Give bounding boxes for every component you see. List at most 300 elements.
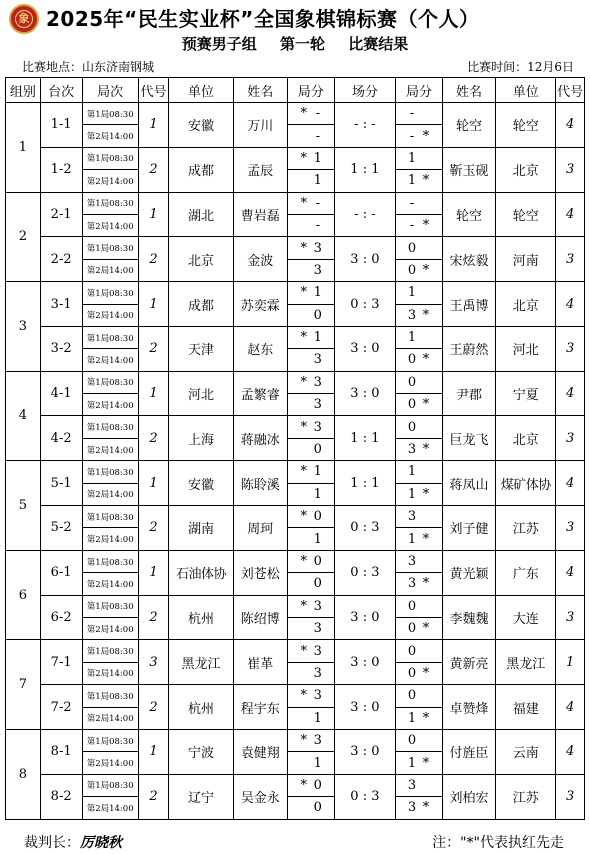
right-name: 靳玉砚 — [443, 147, 496, 192]
column-header: 姓名 — [443, 78, 496, 103]
right-name: 王禹博 — [443, 282, 496, 327]
game-score — [396, 595, 443, 617]
left-unit: 上海 — [169, 416, 233, 461]
left-unit: 石油体协 — [169, 550, 233, 595]
game-score — [396, 506, 443, 528]
game-score — [396, 214, 443, 236]
game-points: 3 — [407, 554, 417, 569]
game-points: 1 — [407, 285, 417, 301]
round-time: 第1局08:30 — [82, 506, 138, 528]
left-code: 1 — [138, 729, 169, 774]
left-name: 蒋融冰 — [233, 416, 287, 461]
group-number: 5 — [6, 461, 41, 551]
column-header: 局分 — [396, 78, 443, 103]
game-points: 0 — [313, 554, 322, 569]
red-first-mark: * — [422, 307, 430, 323]
table-row — [6, 416, 585, 438]
game-points: 0 — [407, 688, 417, 704]
right-name: 刘柏宏 — [443, 774, 496, 819]
board-id: 3-2 — [40, 326, 82, 371]
table-row — [6, 774, 585, 796]
game-score — [396, 774, 443, 796]
right-name: 卓赞烽 — [443, 685, 496, 730]
red-first-mark: * — [300, 330, 308, 346]
red-first-mark: * — [300, 554, 308, 569]
game-score — [287, 797, 334, 819]
red-first-mark: * — [422, 128, 430, 144]
board-id: 8-1 — [40, 729, 82, 774]
game-points: 3 — [313, 240, 322, 256]
red-first-mark: * — [422, 576, 430, 592]
match-score: - : - — [334, 103, 395, 148]
left-unit: 辽宁 — [169, 774, 233, 819]
left-code: 2 — [138, 506, 169, 551]
game-score — [287, 103, 334, 125]
game-points: 0 — [407, 240, 417, 256]
game-points: - — [315, 218, 320, 234]
table-header-row — [6, 78, 585, 103]
game-points: - — [409, 218, 415, 234]
game-score — [287, 752, 334, 774]
left-code: 1 — [138, 371, 169, 416]
right-code: 4 — [556, 282, 585, 327]
round-time: 第1局08:30 — [82, 461, 138, 483]
game-score — [287, 237, 334, 259]
right-name: 轮空 — [443, 192, 496, 237]
match-score: - : - — [334, 192, 395, 237]
game-score — [287, 416, 334, 438]
game-points: 1 — [313, 710, 322, 726]
right-name: 黄新亮 — [443, 640, 496, 685]
round-time: 第1局08:30 — [82, 774, 138, 796]
right-code: 1 — [556, 640, 585, 685]
table-row — [6, 371, 585, 393]
game-points: 1 — [407, 173, 417, 189]
game-score — [287, 394, 334, 416]
column-header: 单位 — [496, 78, 556, 103]
column-header: 局分 — [287, 78, 334, 103]
game-score — [287, 662, 334, 684]
right-unit: 大连 — [496, 595, 556, 640]
board-id: 1-1 — [40, 103, 82, 148]
game-points: 1 — [313, 285, 322, 301]
game-score — [396, 371, 443, 393]
round-time: 第1局08:30 — [82, 282, 138, 304]
game-points: 3 — [313, 419, 322, 435]
game-points: 3 — [313, 262, 322, 278]
subtitle-round: 第一轮 — [279, 35, 325, 53]
game-score — [396, 438, 443, 460]
game-points: 0 — [313, 442, 322, 458]
round-time: 第1局08:30 — [82, 326, 138, 348]
game-points: 0 — [313, 307, 322, 323]
game-score — [396, 729, 443, 751]
round-time: 第1局08:30 — [82, 192, 138, 214]
left-name: 陈聆溪 — [233, 461, 287, 506]
left-name: 孟繁睿 — [233, 371, 287, 416]
game-points: 3 — [407, 307, 417, 323]
game-score — [396, 103, 443, 125]
right-name: 轮空 — [443, 103, 496, 148]
subtitle-results: 比赛结果 — [348, 35, 409, 53]
table-row — [6, 103, 585, 125]
game-score — [287, 640, 334, 662]
left-name: 吴金永 — [233, 774, 287, 819]
column-header: 姓名 — [233, 78, 287, 103]
results-table — [5, 77, 585, 820]
game-score — [287, 282, 334, 304]
right-name: 黄光颖 — [443, 550, 496, 595]
round-time: 第2局14:00 — [82, 617, 138, 639]
left-name: 周珂 — [233, 506, 287, 551]
table-row — [6, 506, 585, 528]
chief-referee — [24, 832, 122, 852]
red-first-mark: * — [300, 509, 308, 525]
logo-glyph: 象 — [15, 10, 33, 28]
left-name: 程宇东 — [233, 685, 287, 730]
table-row — [6, 640, 585, 662]
page-header — [0, 0, 590, 78]
right-code: 4 — [556, 550, 585, 595]
page-subtitle — [0, 33, 590, 54]
right-unit: 轮空 — [496, 103, 556, 148]
left-name: 赵东 — [233, 326, 287, 371]
match-score: 0 : 3 — [334, 282, 395, 327]
game-score — [287, 528, 334, 550]
column-header: 代号 — [556, 78, 585, 103]
game-points: 3 — [313, 352, 322, 368]
round-time: 第1局08:30 — [82, 685, 138, 707]
left-code: 2 — [138, 595, 169, 640]
game-score — [287, 259, 334, 281]
right-code: 3 — [556, 506, 585, 551]
group-number: 8 — [6, 729, 41, 819]
round-time: 第2局14:00 — [82, 438, 138, 460]
left-unit: 湖北 — [169, 192, 233, 237]
game-score — [287, 371, 334, 393]
left-name: 万川 — [233, 103, 287, 148]
round-time: 第1局08:30 — [82, 729, 138, 751]
right-unit: 北京 — [496, 416, 556, 461]
match-date: 比赛时间：12月6日 — [467, 60, 574, 74]
board-id: 4-2 — [40, 416, 82, 461]
game-score — [396, 192, 443, 214]
game-points: 3 — [313, 397, 322, 413]
round-time: 第1局08:30 — [82, 237, 138, 259]
game-points: 1 — [407, 330, 417, 346]
right-unit: 北京 — [496, 147, 556, 192]
game-points: 0 — [407, 397, 417, 413]
right-unit: 河南 — [496, 237, 556, 282]
game-points: 0 — [407, 262, 417, 278]
left-unit: 杭州 — [169, 685, 233, 730]
right-code: 3 — [556, 416, 585, 461]
game-points: 0 — [313, 777, 322, 793]
game-points: 0 — [313, 800, 322, 816]
game-score — [396, 282, 443, 304]
left-name: 孟辰 — [233, 147, 287, 192]
game-points: 0 — [407, 374, 417, 390]
left-code: 1 — [138, 461, 169, 506]
round-time: 第1局08:30 — [82, 147, 138, 169]
red-first-mark: * — [300, 464, 308, 480]
game-points: 1 — [313, 486, 322, 502]
game-score — [287, 349, 334, 371]
venue-location: 比赛地点：山东济南钢城 — [22, 60, 155, 74]
left-name: 金波 — [233, 237, 287, 282]
game-score — [396, 394, 443, 416]
right-unit: 煤矿体协 — [496, 461, 556, 506]
game-score — [396, 617, 443, 639]
game-points: - — [315, 128, 320, 144]
game-score — [287, 461, 334, 483]
subtitle-division: 预赛男子组 — [181, 35, 257, 53]
page-title: 2025年“民生实业杯”全国象棋锦标赛（个人） — [46, 7, 480, 31]
game-points: 0 — [407, 621, 417, 637]
game-points: 1 — [407, 755, 417, 771]
game-score — [287, 326, 334, 348]
left-code: 2 — [138, 416, 169, 461]
left-name: 陈绍博 — [233, 595, 287, 640]
red-first-mark: * — [300, 688, 308, 704]
red-first-mark: * — [422, 800, 430, 816]
round-time: 第2局14:00 — [82, 349, 138, 371]
left-unit: 宁波 — [169, 729, 233, 774]
left-name: 苏奕霖 — [233, 282, 287, 327]
red-first-mark: * — [422, 352, 430, 368]
board-id: 7-1 — [40, 640, 82, 685]
column-header: 台次 — [40, 78, 82, 103]
board-id: 1-2 — [40, 147, 82, 192]
game-points: 1 — [407, 464, 417, 480]
game-points: 1 — [313, 173, 322, 189]
footnote: 注："*"代表执红先走 — [432, 835, 564, 851]
round-time: 第2局14:00 — [82, 707, 138, 729]
round-time: 第1局08:30 — [82, 595, 138, 617]
table-row — [6, 326, 585, 348]
round-time: 第2局14:00 — [82, 214, 138, 236]
round-time: 第2局14:00 — [82, 259, 138, 281]
match-score: 3 : 0 — [334, 326, 395, 371]
round-time: 第2局14:00 — [82, 797, 138, 819]
right-name: 王蔚然 — [443, 326, 496, 371]
match-score: 3 : 0 — [334, 640, 395, 685]
group-number: 1 — [6, 103, 41, 193]
game-points: 1 — [313, 150, 322, 166]
game-score — [396, 461, 443, 483]
red-first-mark: * — [422, 710, 430, 726]
column-header: 局次 — [82, 78, 138, 103]
match-score: 3 : 0 — [334, 595, 395, 640]
table-body — [6, 103, 585, 820]
game-score — [287, 438, 334, 460]
game-score — [287, 550, 334, 572]
table-row — [6, 192, 585, 214]
game-points: 1 — [313, 531, 322, 547]
red-first-mark: * — [300, 598, 308, 614]
left-name: 曹岩磊 — [233, 192, 287, 237]
right-unit: 江苏 — [496, 506, 556, 551]
left-code: 2 — [138, 685, 169, 730]
left-code: 1 — [138, 282, 169, 327]
game-points: 1 — [407, 486, 417, 502]
round-time: 第1局08:30 — [82, 416, 138, 438]
right-code: 4 — [556, 371, 585, 416]
board-id: 5-2 — [40, 506, 82, 551]
right-unit: 黑龙江 — [496, 640, 556, 685]
game-score — [396, 125, 443, 147]
red-first-mark: * — [300, 150, 308, 166]
round-time: 第2局14:00 — [82, 662, 138, 684]
game-score — [396, 237, 443, 259]
right-name: 宋炫毅 — [443, 237, 496, 282]
left-unit: 黑龙江 — [169, 640, 233, 685]
round-time: 第2局14:00 — [82, 483, 138, 505]
round-time: 第2局14:00 — [82, 573, 138, 595]
group-number: 7 — [6, 640, 41, 730]
game-points: 3 — [313, 643, 322, 659]
game-score — [396, 685, 443, 707]
left-name: 袁健翔 — [233, 729, 287, 774]
match-score: 1 : 1 — [334, 461, 395, 506]
right-name: 付旌臣 — [443, 729, 496, 774]
game-points: 3 — [313, 665, 322, 681]
left-unit: 成都 — [169, 147, 233, 192]
red-first-mark: * — [300, 733, 308, 749]
table-row — [6, 237, 585, 259]
game-points: 1 — [313, 464, 322, 480]
game-points: 0 — [407, 665, 417, 681]
game-score — [287, 617, 334, 639]
game-score — [287, 573, 334, 595]
right-code: 3 — [556, 237, 585, 282]
game-score — [396, 528, 443, 550]
game-score — [396, 349, 443, 371]
right-unit: 江苏 — [496, 774, 556, 819]
table-row — [6, 461, 585, 483]
game-score — [287, 707, 334, 729]
red-first-mark: * — [300, 106, 308, 122]
round-time: 第2局14:00 — [82, 394, 138, 416]
game-score — [396, 416, 443, 438]
round-time: 第2局14:00 — [82, 125, 138, 147]
board-id: 2-2 — [40, 237, 82, 282]
red-first-mark: * — [300, 777, 308, 793]
red-first-mark: * — [300, 240, 308, 256]
round-time: 第2局14:00 — [82, 304, 138, 326]
table-row — [6, 550, 585, 572]
right-name: 李魏魏 — [443, 595, 496, 640]
board-id: 7-2 — [40, 685, 82, 730]
table-row — [6, 147, 585, 169]
game-score — [396, 170, 443, 192]
column-header: 单位 — [169, 78, 233, 103]
game-points: 3 — [407, 442, 417, 458]
game-score — [396, 483, 443, 505]
game-points: - — [409, 195, 415, 211]
right-name: 蒋凤山 — [443, 461, 496, 506]
group-number: 3 — [6, 282, 41, 372]
board-id: 8-2 — [40, 774, 82, 819]
round-time: 第1局08:30 — [82, 550, 138, 572]
match-score: 3 : 0 — [334, 237, 395, 282]
game-points: - — [409, 106, 415, 122]
board-id: 6-2 — [40, 595, 82, 640]
right-unit: 河北 — [496, 326, 556, 371]
table-row — [6, 685, 585, 707]
column-header: 代号 — [138, 78, 169, 103]
round-time: 第1局08:30 — [82, 640, 138, 662]
left-name: 崔革 — [233, 640, 287, 685]
board-id: 6-1 — [40, 550, 82, 595]
game-points: 3 — [407, 777, 417, 793]
match-score: 3 : 0 — [334, 685, 395, 730]
game-points: - — [409, 128, 415, 144]
red-first-mark: * — [300, 374, 308, 390]
match-score: 3 : 0 — [334, 371, 395, 416]
red-first-mark: * — [300, 285, 308, 301]
red-first-mark: * — [422, 665, 430, 681]
match-score: 0 : 3 — [334, 550, 395, 595]
red-first-mark: * — [422, 218, 430, 234]
right-code: 4 — [556, 461, 585, 506]
round-time: 第2局14:00 — [82, 528, 138, 550]
right-unit: 轮空 — [496, 192, 556, 237]
right-code: 3 — [556, 326, 585, 371]
game-score — [287, 774, 334, 796]
game-score — [396, 707, 443, 729]
left-code: 2 — [138, 326, 169, 371]
table-row — [6, 729, 585, 751]
match-score: 1 : 1 — [334, 147, 395, 192]
game-score — [396, 550, 443, 572]
right-unit: 云南 — [496, 729, 556, 774]
red-first-mark: * — [422, 621, 430, 637]
game-score — [287, 214, 334, 236]
game-score — [396, 573, 443, 595]
game-points: 3 — [313, 598, 322, 614]
right-name: 尹郡 — [443, 371, 496, 416]
red-first-mark: * — [422, 486, 430, 502]
game-score — [396, 662, 443, 684]
game-points: 3 — [407, 800, 417, 816]
round-time: 第1局08:30 — [82, 103, 138, 125]
game-score — [287, 729, 334, 751]
left-unit: 北京 — [169, 237, 233, 282]
board-id: 2-1 — [40, 192, 82, 237]
right-unit: 广东 — [496, 550, 556, 595]
right-name: 刘子健 — [443, 506, 496, 551]
table-row — [6, 282, 585, 304]
red-first-mark: * — [422, 262, 430, 278]
right-code: 4 — [556, 729, 585, 774]
game-score — [287, 147, 334, 169]
left-code: 1 — [138, 550, 169, 595]
game-points: 0 — [313, 509, 322, 525]
game-points: 1 — [407, 531, 417, 547]
game-score — [287, 125, 334, 147]
group-number: 2 — [6, 192, 41, 282]
round-time: 第1局08:30 — [82, 371, 138, 393]
game-points: 0 — [407, 598, 417, 614]
left-code: 2 — [138, 147, 169, 192]
game-points: 3 — [313, 688, 322, 704]
left-code: 2 — [138, 774, 169, 819]
referee-name: 厉晓秋 — [80, 835, 122, 851]
game-points: 3 — [407, 509, 417, 525]
red-first-mark: * — [422, 755, 430, 771]
right-code: 4 — [556, 103, 585, 148]
